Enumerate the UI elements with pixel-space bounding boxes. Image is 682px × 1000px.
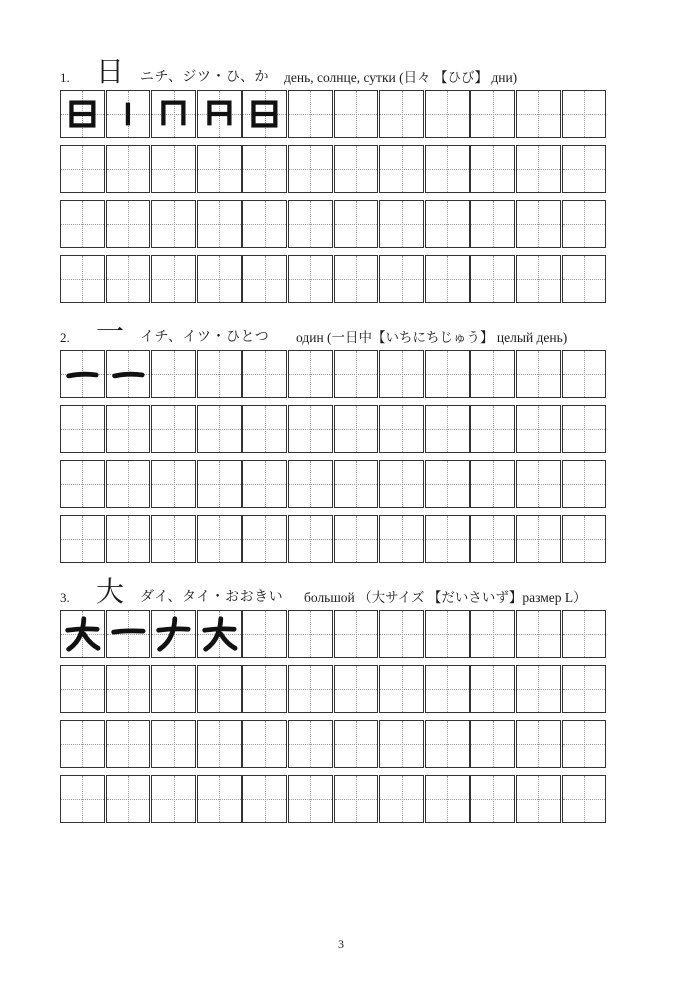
practice-cell [288, 145, 333, 193]
practice-row [60, 405, 610, 453]
practice-cell [288, 775, 333, 823]
stroke-order-glyph [152, 611, 195, 657]
practice-cell [470, 460, 515, 508]
practice-cell [151, 775, 196, 823]
practice-cell [334, 200, 379, 248]
practice-cell [151, 720, 196, 768]
practice-cell [562, 145, 607, 193]
practice-cell [562, 460, 607, 508]
practice-cell [379, 515, 424, 563]
stroke-order-glyph [107, 351, 150, 397]
stroke-order-cell [242, 90, 287, 138]
practice-cell [288, 405, 333, 453]
practice-cell [151, 405, 196, 453]
kanji-section-2 [60, 316, 610, 570]
practice-cell [60, 145, 105, 193]
practice-cell [334, 720, 379, 768]
practice-row [60, 200, 610, 248]
practice-cell [379, 90, 424, 138]
practice-cell [242, 610, 287, 658]
practice-cell [425, 200, 470, 248]
practice-cell [516, 255, 561, 303]
stroke-order-cell [197, 610, 242, 658]
kanji-meaning: большой （大サイズ 【だいさいず】размер L） [304, 590, 587, 605]
practice-row [60, 515, 610, 563]
practice-cell [334, 460, 379, 508]
practice-row [60, 775, 610, 823]
practice-cell [288, 255, 333, 303]
stroke-order-cell [60, 350, 105, 398]
practice-cell [334, 610, 379, 658]
practice-cell [242, 515, 287, 563]
practice-cell [242, 405, 287, 453]
section-header [60, 576, 610, 610]
practice-cell [516, 720, 561, 768]
practice-cell [288, 200, 333, 248]
practice-cell [151, 460, 196, 508]
practice-cell [197, 200, 242, 248]
practice-cell [334, 775, 379, 823]
practice-cell [562, 665, 607, 713]
practice-cell [242, 145, 287, 193]
practice-cell [106, 665, 151, 713]
practice-cell [425, 460, 470, 508]
practice-cell [151, 200, 196, 248]
practice-cell [379, 350, 424, 398]
practice-cell [562, 350, 607, 398]
section-number: 3. [60, 590, 70, 605]
practice-cell [197, 350, 242, 398]
practice-cell [379, 775, 424, 823]
practice-cell [470, 350, 515, 398]
practice-cell [288, 350, 333, 398]
practice-cell [334, 405, 379, 453]
practice-cell [151, 665, 196, 713]
practice-cell [562, 90, 607, 138]
kanji-meaning: день, солнце, сутки (日々 【ひび】 дни) [284, 70, 518, 85]
stroke-order-glyph [107, 611, 150, 657]
practice-cell [470, 610, 515, 658]
stroke-order-cell [106, 90, 151, 138]
practice-cell [379, 720, 424, 768]
practice-cell [151, 515, 196, 563]
kanji-meaning: один (一日中【いちにちじゅう】 целый день) [296, 330, 568, 345]
practice-cell [106, 405, 151, 453]
practice-cell [470, 405, 515, 453]
practice-grid [60, 90, 610, 303]
practice-cell [334, 145, 379, 193]
practice-cell [425, 405, 470, 453]
kanji-character: 日 [96, 55, 125, 88]
stroke-order-glyph [198, 91, 241, 137]
practice-row [60, 90, 610, 138]
practice-cell [242, 200, 287, 248]
practice-cell [379, 405, 424, 453]
stroke-order-cell [60, 90, 105, 138]
practice-cell [197, 405, 242, 453]
practice-cell [470, 515, 515, 563]
stroke-order-glyph [198, 611, 241, 657]
practice-cell [425, 350, 470, 398]
practice-cell [106, 775, 151, 823]
stroke-order-cell [106, 350, 151, 398]
practice-cell [197, 720, 242, 768]
practice-row [60, 460, 610, 508]
section-header [60, 56, 610, 90]
practice-cell [242, 775, 287, 823]
practice-cell [425, 610, 470, 658]
practice-cell [562, 200, 607, 248]
practice-cell [106, 460, 151, 508]
practice-grid [60, 610, 610, 823]
practice-cell [425, 515, 470, 563]
practice-cell [516, 350, 561, 398]
practice-cell [60, 405, 105, 453]
stroke-order-glyph [243, 91, 286, 137]
kanji-section-1 [60, 56, 610, 310]
practice-cell [562, 515, 607, 563]
practice-row [60, 255, 610, 303]
stroke-order-cell [197, 90, 242, 138]
practice-cell [516, 775, 561, 823]
practice-cell [288, 665, 333, 713]
practice-cell [470, 720, 515, 768]
practice-cell [60, 665, 105, 713]
practice-cell [470, 200, 515, 248]
section-number: 2. [60, 330, 70, 345]
practice-cell [516, 405, 561, 453]
practice-cell [470, 145, 515, 193]
practice-grid [60, 350, 610, 563]
practice-cell [288, 90, 333, 138]
practice-cell [242, 720, 287, 768]
practice-cell [425, 145, 470, 193]
stroke-order-glyph [107, 91, 150, 137]
kanji-readings: イチ、イツ・ひとつ [140, 329, 270, 345]
page-number: 3 [338, 937, 344, 951]
stroke-order-glyph [61, 91, 104, 137]
practice-cell [106, 720, 151, 768]
practice-row [60, 665, 610, 713]
practice-cell [425, 255, 470, 303]
practice-row [60, 350, 610, 398]
practice-cell [379, 200, 424, 248]
practice-cell [425, 775, 470, 823]
practice-cell [197, 775, 242, 823]
practice-cell [242, 665, 287, 713]
practice-cell [60, 515, 105, 563]
practice-cell [106, 145, 151, 193]
practice-cell [288, 515, 333, 563]
practice-cell [197, 145, 242, 193]
practice-cell [60, 775, 105, 823]
practice-cell [106, 200, 151, 248]
practice-cell [425, 720, 470, 768]
practice-cell [60, 720, 105, 768]
stroke-order-cell [106, 610, 151, 658]
practice-cell [334, 515, 379, 563]
kanji-section-3 [60, 576, 610, 830]
stroke-order-cell [60, 610, 105, 658]
practice-cell [379, 610, 424, 658]
practice-cell [425, 90, 470, 138]
practice-cell [334, 665, 379, 713]
kanji-character: 大 [96, 575, 125, 608]
practice-cell [288, 720, 333, 768]
practice-cell [470, 665, 515, 713]
practice-cell [106, 255, 151, 303]
practice-cell [562, 775, 607, 823]
practice-cell [516, 665, 561, 713]
practice-cell [562, 610, 607, 658]
practice-cell [151, 145, 196, 193]
practice-cell [60, 255, 105, 303]
practice-cell [470, 775, 515, 823]
stroke-order-cell [151, 90, 196, 138]
practice-cell [562, 405, 607, 453]
practice-cell [288, 610, 333, 658]
practice-cell [60, 460, 105, 508]
kanji-readings: ニチ、ジツ・ひ、か [140, 69, 269, 85]
stroke-order-glyph [152, 91, 195, 137]
section-header [60, 316, 610, 350]
practice-cell [197, 255, 242, 303]
practice-cell [470, 90, 515, 138]
practice-cell [516, 610, 561, 658]
practice-row [60, 720, 610, 768]
practice-cell [242, 255, 287, 303]
practice-cell [379, 145, 424, 193]
practice-cell [197, 460, 242, 508]
practice-cell [197, 515, 242, 563]
practice-cell [334, 350, 379, 398]
practice-cell [197, 665, 242, 713]
practice-cell [425, 665, 470, 713]
practice-cell [151, 255, 196, 303]
practice-cell [516, 515, 561, 563]
practice-cell [516, 145, 561, 193]
practice-cell [106, 515, 151, 563]
practice-cell [60, 200, 105, 248]
practice-cell [334, 90, 379, 138]
practice-cell [470, 255, 515, 303]
practice-cell [151, 350, 196, 398]
stroke-order-cell [151, 610, 196, 658]
practice-row [60, 610, 610, 658]
stroke-order-glyph [61, 611, 104, 657]
practice-cell [379, 255, 424, 303]
practice-cell [516, 90, 561, 138]
section-number: 1. [60, 70, 70, 85]
practice-cell [334, 255, 379, 303]
kanji-character: 一 [96, 315, 125, 348]
kanji-readings: ダイ、タイ・おおきい [140, 589, 284, 605]
stroke-order-glyph [61, 351, 104, 397]
practice-cell [562, 255, 607, 303]
practice-cell [242, 460, 287, 508]
practice-cell [379, 460, 424, 508]
practice-cell [516, 200, 561, 248]
practice-row [60, 145, 610, 193]
practice-cell [242, 350, 287, 398]
practice-cell [516, 460, 561, 508]
practice-cell [288, 460, 333, 508]
practice-cell [379, 665, 424, 713]
practice-cell [562, 720, 607, 768]
